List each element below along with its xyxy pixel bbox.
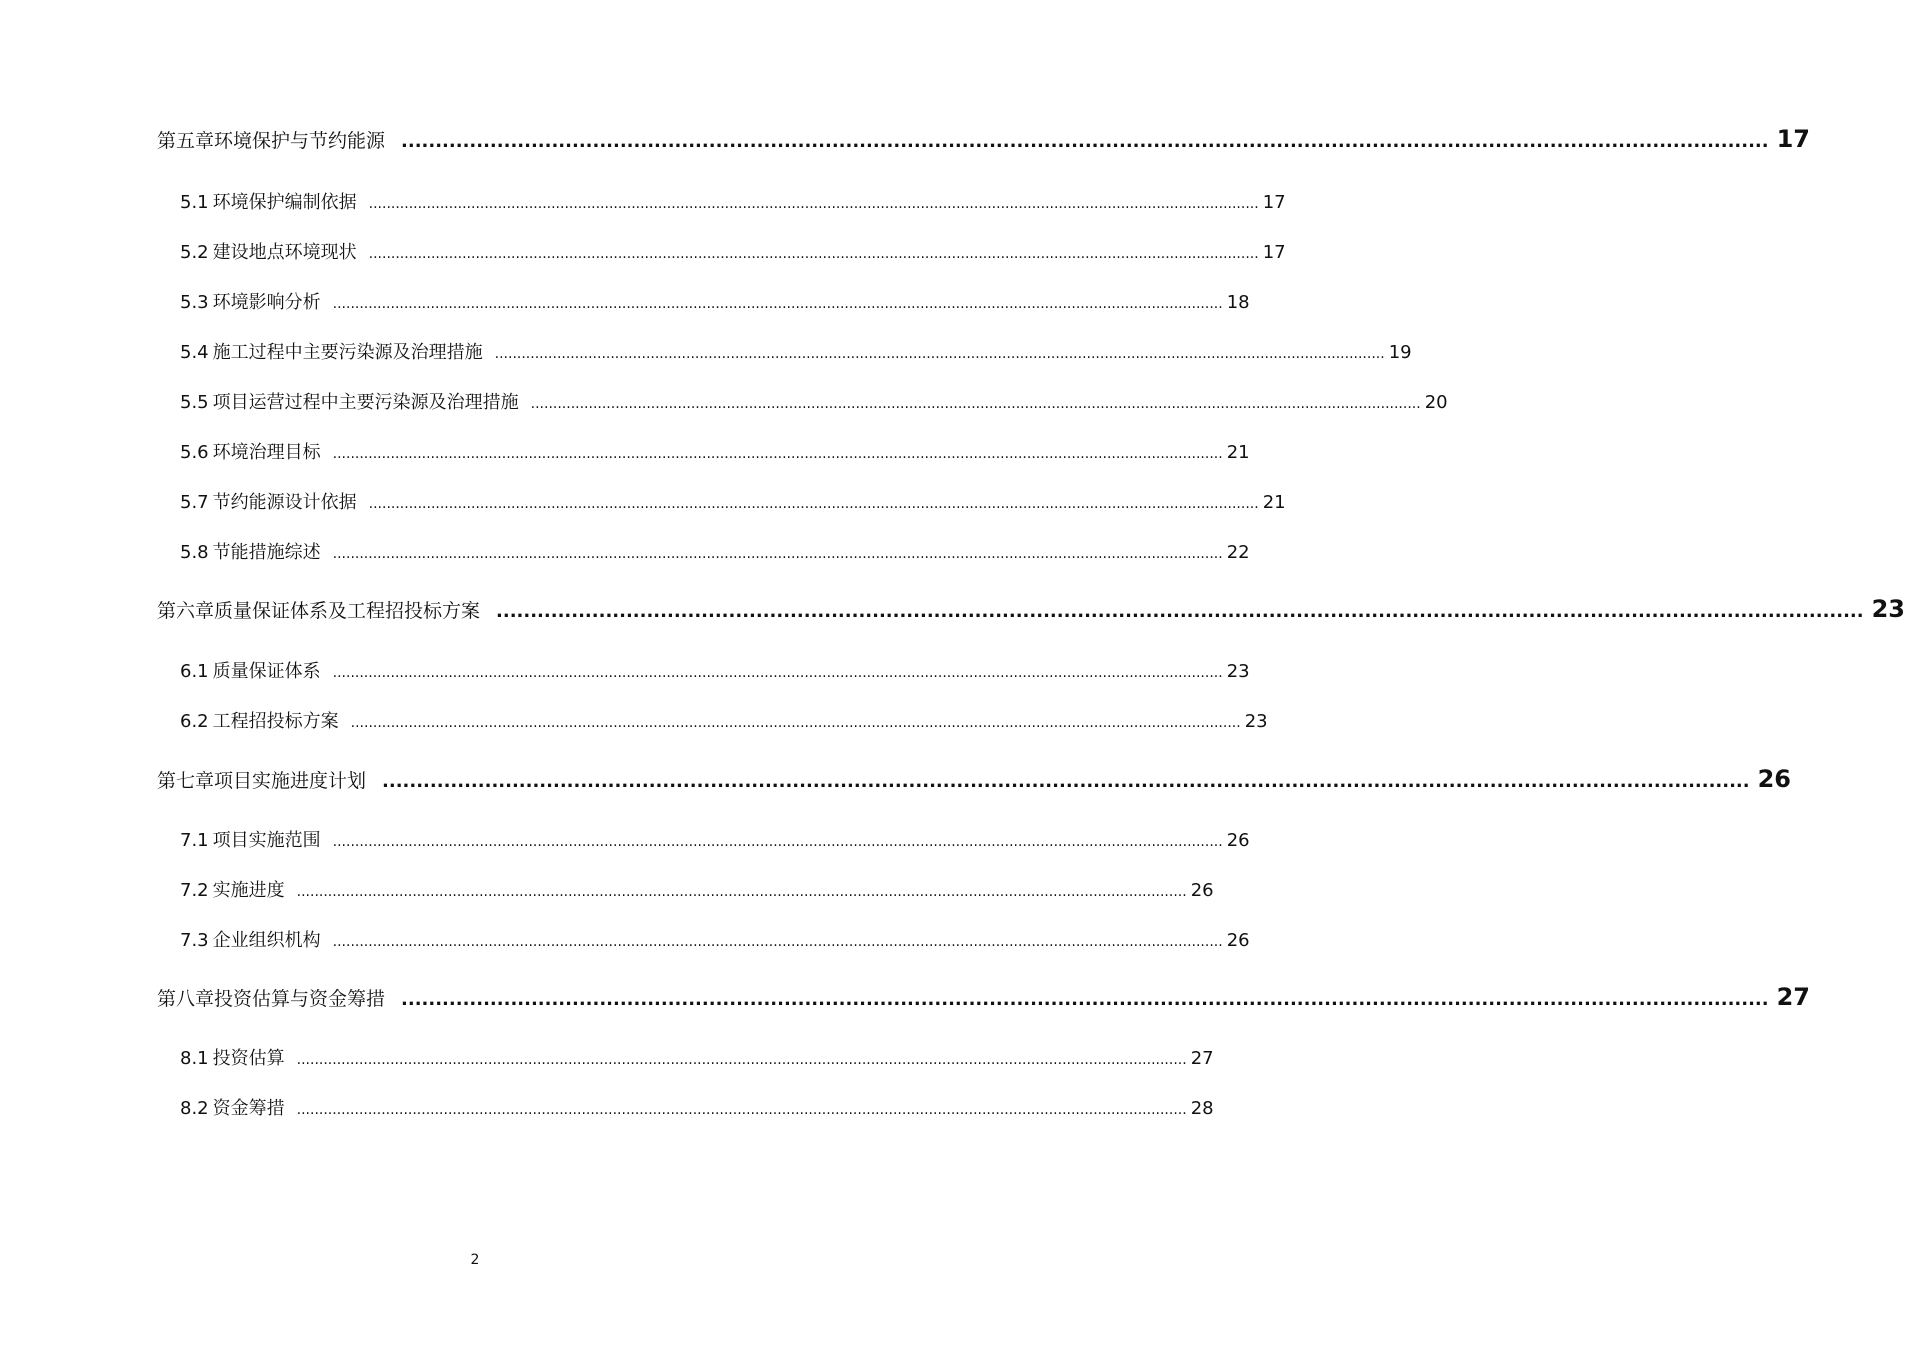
toc-entry-title: 投资估算: [212, 1048, 285, 1069]
toc-entry-number: 7.3: [180, 930, 209, 951]
toc-entry-number: 6.2: [180, 711, 209, 732]
toc-entry-page: 26: [1226, 930, 1250, 951]
toc-entry-title: 项目实施范围: [212, 830, 321, 851]
toc-dot-leader: ........................................................................................................................................................................................................: [350, 715, 1241, 731]
toc-entry-number: 5.2: [180, 242, 209, 263]
toc-entry-page: 22: [1226, 542, 1250, 563]
toc-entry-page: 17: [1776, 125, 1811, 153]
toc-dot-leader: ........................................................................................................................................................................................................: [368, 196, 1259, 212]
toc-section-entry[interactable]: [180, 388, 1448, 414]
toc-dot-leader: ........................................................................................................................................................................................................: [368, 496, 1259, 512]
toc-entry-page: 23: [1244, 711, 1268, 732]
toc-entry-number: 8.1: [180, 1048, 209, 1069]
toc-dot-leader: ........................................................................................................................................................................................................: [496, 601, 1864, 622]
toc-section-entry[interactable]: [180, 926, 1250, 952]
toc-entry-title: 投资估算与资金筹措: [214, 988, 386, 1010]
toc-entry-title: 项目实施进度计划: [214, 770, 367, 792]
toc-entry-page: 26: [1190, 880, 1214, 901]
toc-entry-number: 第八章: [157, 988, 215, 1010]
toc-entry-title: 环境治理目标: [212, 442, 321, 463]
toc-dot-leader: ........................................................................................................................................................................................................: [296, 884, 1187, 900]
toc-entry-number: 5.5: [180, 392, 209, 413]
toc-entry-number: 第七章: [157, 770, 215, 792]
toc-section-entry[interactable]: [180, 826, 1250, 852]
toc-entry-title: 节能措施综述: [212, 542, 321, 563]
toc-chapter-entry[interactable]: [157, 595, 1905, 623]
toc-chapter-entry[interactable]: [157, 983, 1811, 1011]
toc-chapter-entry[interactable]: [157, 125, 1811, 153]
toc-entry-page: 21: [1226, 442, 1250, 463]
toc-dot-leader: ........................................................................................................................................................................................................: [296, 1052, 1187, 1068]
toc-dot-leader: ........................................................................................................................................................................................................: [332, 446, 1223, 462]
toc-entry-title: 资金筹措: [212, 1098, 285, 1119]
toc-entry-number: 5.7: [180, 492, 209, 513]
toc-dot-leader: ........................................................................................................................................................................................................: [332, 546, 1223, 562]
toc-entry-title: 工程招投标方案: [212, 711, 339, 732]
toc-entry-title: 建设地点环境现状: [212, 242, 357, 263]
toc-dot-leader: ........................................................................................................................................................................................................: [401, 989, 1769, 1010]
toc-entry-number: 5.4: [180, 342, 209, 363]
toc-dot-leader: ........................................................................................................................................................................................................: [332, 834, 1223, 850]
toc-entry-page: 23: [1226, 661, 1250, 682]
toc-entry-page: 27: [1190, 1048, 1214, 1069]
toc-entry-page: 18: [1226, 292, 1250, 313]
toc-entry-number: 7.1: [180, 830, 209, 851]
toc-entry-page: 17: [1262, 242, 1286, 263]
toc-chapter-entry[interactable]: [157, 765, 1792, 793]
toc-entry-title: 项目运营过程中主要污染源及治理措施: [212, 392, 519, 413]
toc-entry-page: 23: [1871, 595, 1905, 623]
toc-entry-number: 5.8: [180, 542, 209, 563]
toc-section-entry[interactable]: [180, 438, 1250, 464]
toc-entry-number: 6.1: [180, 661, 209, 682]
toc-entry-title: 节约能源设计依据: [212, 492, 357, 513]
toc-section-entry[interactable]: [180, 238, 1286, 264]
toc-dot-leader: ........................................................................................................................................................................................................: [332, 296, 1223, 312]
toc-entry-number: 5.1: [180, 192, 209, 213]
toc-entry-title: 实施进度: [212, 880, 285, 901]
toc-entry-title: 施工过程中主要污染源及治理措施: [212, 342, 483, 363]
toc-entry-title: 质量保证体系: [212, 661, 321, 682]
toc-dot-leader: ........................................................................................................................................................................................................: [332, 934, 1223, 950]
toc-entry-number: 7.2: [180, 880, 209, 901]
toc-dot-leader: ........................................................................................................................................................................................................: [382, 771, 1750, 792]
toc-section-entry[interactable]: [180, 188, 1286, 214]
toc-entry-title: 环境保护编制依据: [212, 192, 357, 213]
toc-section-entry[interactable]: [180, 876, 1214, 902]
toc-entry-page: 20: [1424, 392, 1448, 413]
toc-entry-page: 26: [1226, 830, 1250, 851]
toc-entry-number: 5.3: [180, 292, 209, 313]
toc-dot-leader: ........................................................................................................................................................................................................: [401, 131, 1769, 152]
toc-entry-title: 环境保护与节约能源: [214, 130, 386, 152]
toc-dot-leader: ........................................................................................................................................................................................................: [494, 346, 1385, 362]
toc-entry-page: 19: [1388, 342, 1412, 363]
toc-entry-title: 企业组织机构: [212, 930, 321, 951]
toc-entry-number: 第五章: [157, 130, 215, 152]
toc-entry-page: 17: [1262, 192, 1286, 213]
toc-entry-page: 26: [1757, 765, 1792, 793]
toc-section-entry[interactable]: [180, 1094, 1214, 1120]
toc-entry-title: 质量保证体系及工程招投标方案: [214, 600, 481, 622]
toc-entry-number: 第六章: [157, 600, 215, 622]
toc-entry-page: 21: [1262, 492, 1286, 513]
toc-section-entry[interactable]: [180, 288, 1250, 314]
toc-entry-title: 环境影响分析: [212, 292, 321, 313]
toc-dot-leader: ........................................................................................................................................................................................................: [368, 246, 1259, 262]
toc-section-entry[interactable]: [180, 657, 1250, 683]
toc-section-entry[interactable]: [180, 538, 1250, 564]
toc-entry-number: 5.6: [180, 442, 209, 463]
toc-section-entry[interactable]: [180, 338, 1412, 364]
toc-dot-leader: ........................................................................................................................................................................................................: [530, 396, 1421, 412]
toc-section-entry[interactable]: [180, 1044, 1214, 1070]
toc-dot-leader: ........................................................................................................................................................................................................: [296, 1102, 1187, 1118]
toc-entry-page: 28: [1190, 1098, 1214, 1119]
toc-section-entry[interactable]: [180, 707, 1268, 733]
toc-entry-page: 27: [1776, 983, 1811, 1011]
toc-entry-number: 8.2: [180, 1098, 209, 1119]
toc-dot-leader: ........................................................................................................................................................................................................: [332, 665, 1223, 681]
page-number: 2: [470, 1252, 480, 1268]
toc-section-entry[interactable]: [180, 488, 1286, 514]
